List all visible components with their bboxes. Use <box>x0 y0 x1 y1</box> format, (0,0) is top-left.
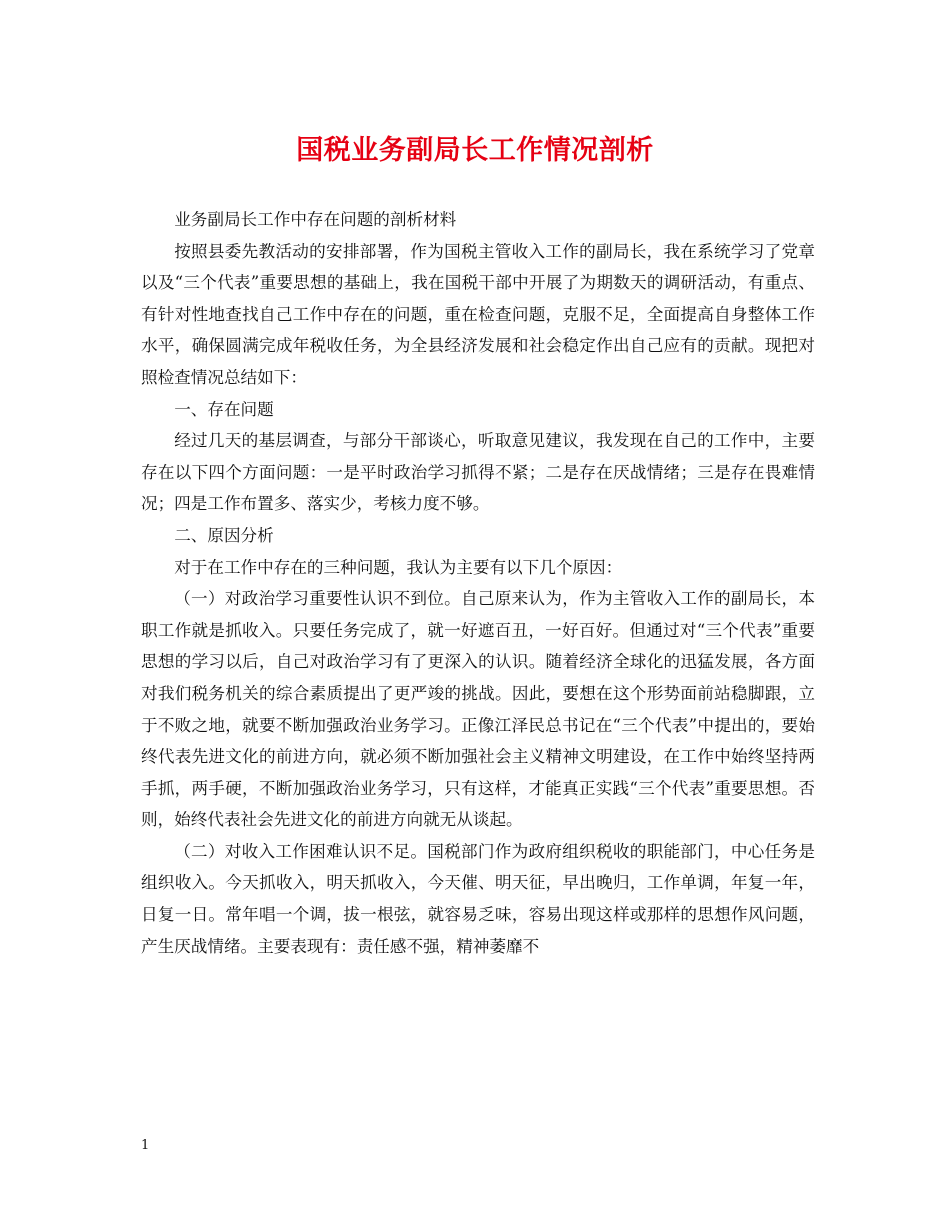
paragraph-subtitle: 业务副局长工作中存在问题的剖析材料 <box>174 210 457 229</box>
document-title: 国税业务副局长工作情况剖析 <box>296 135 654 166</box>
paragraph-reason-2: （二）对收入工作困难认识不足。国税部门作为政府组织税收的职能部门，中心任务是组织收入。今天抓收入，明天抓收入，今天催、明天征，早出晚归，工作单调，年复一年，日复一日。常年唱一个调，拔一根弦，就容易乏味，容易出现这样或那样的思想作风问题，产生厌战情绪。主要表现有：责任感不强，精神萎靡不 <box>141 841 815 956</box>
document-body <box>141 204 815 962</box>
paragraph-reason-1: （一）对政治学习重要性认识不到位。自己原来认为，作为主管收入工作的副局长，本职工作就是抓收入。只要任务完成了，就一好遮百丑，一好百好。但通过对“三个代表”重要思想的学习以后，自己对政治学习有了更深入的认识。随着经济全球化的迅猛发展，各方面对我们税务机关的综合素质提出了更严竣的挑战。因此，要想在这个形势面前站稳脚跟，立于不败之地，就要不断加强政治业务学习。正像江泽民总书记在“三个代表”中提出的，要始终代表先进文化的前进方向，就必须不断加强社会主义精神文明建设，在工作中始终坚持两手抓，两手硬，不断加强政治业务学习，只有这样，才能真正实践“三个代表”重要思想。否则，始终代表社会先进文化的前进方向就无从谈起。 <box>141 589 815 830</box>
section-heading-problems: 一、存在问题 <box>174 399 274 419</box>
page-number: 1 <box>141 1138 150 1153</box>
paragraph-intro: 按照县委先教活动的安排部署，作为国税主管收入工作的副局长，我在系统学习了党章以及“三个代表”重要思想的基础上，我在国税干部中开展了为期数天的调研活动，有重点、有针对性地查找自己工作中存在的问题，重在检查问题，克服不足，全面提高自身整体工作水平，确保圆满完成年税收任务，为全县经济发展和社会稳定作出自己应有的贡献。现把对照检查情况总结如下： <box>141 241 815 387</box>
section-heading-analysis: 二、原因分析 <box>174 525 274 545</box>
paragraph-problems: 经过几天的基层调查，与部分干部谈心，听取意见建议，我发现在自己的工作中，主要存在以下四个方面问题：一是平时政治学习抓得不紧；二是存在厌战情绪；三是存在畏难情况；四是工作布置多、落实少，考核力度不够。 <box>141 431 815 514</box>
paragraph-analysis-intro: 对于在工作中存在的三种问题，我认为主要有以下几个原因： <box>174 557 623 577</box>
